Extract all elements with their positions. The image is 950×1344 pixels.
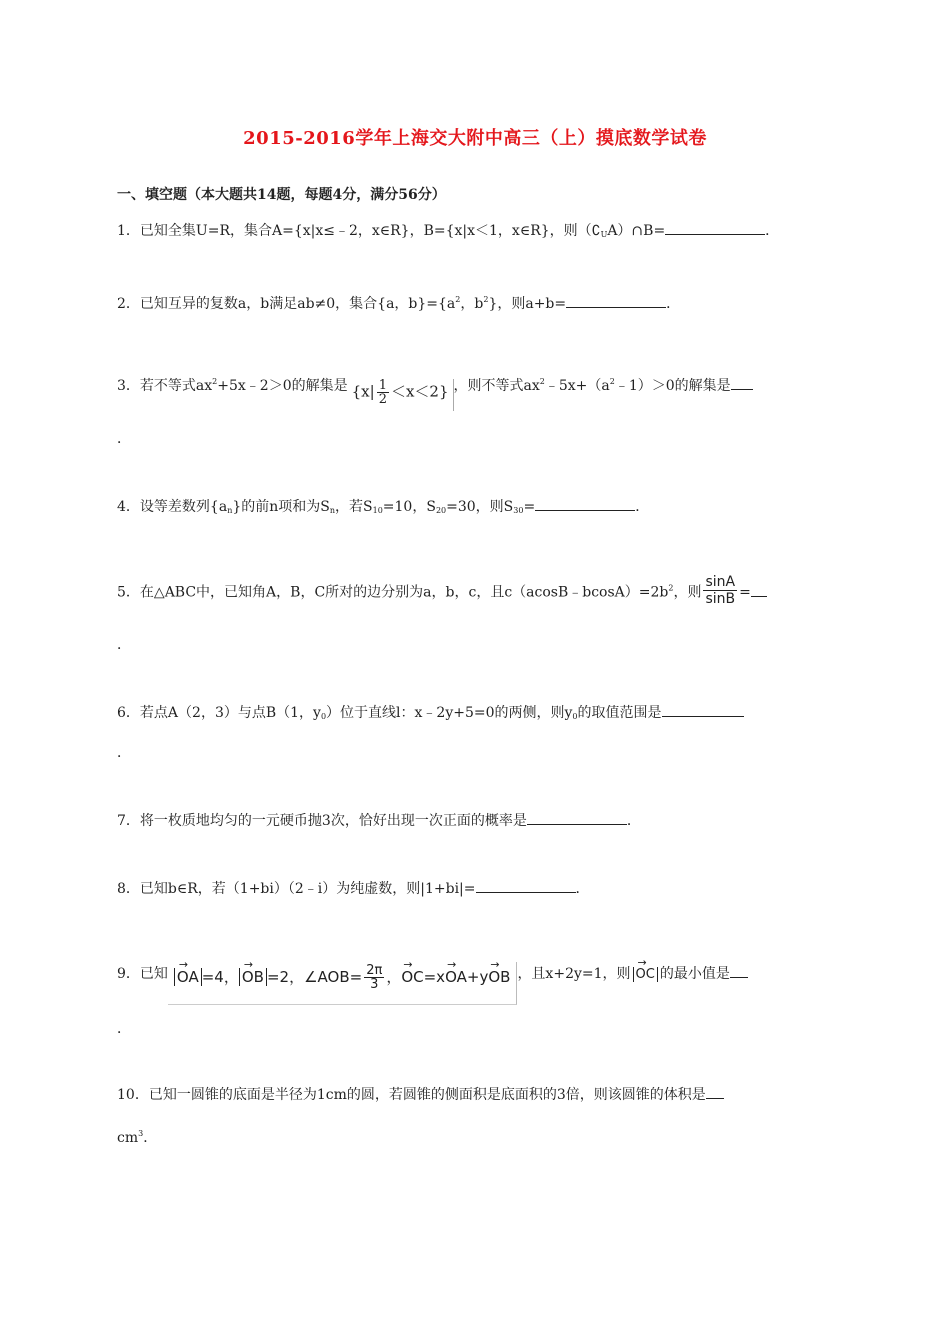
vector-oa: → OA	[177, 967, 199, 987]
question-number: 3．	[117, 378, 140, 394]
answer-blank[interactable]	[566, 293, 666, 308]
vector-oc: → OC	[401, 967, 423, 987]
question-2: 2．已知互异的复数a，b满足ab≠0，集合{a，$b\}=\{a^2$，$b^2$}，则a+b= ．	[117, 295, 681, 312]
question-4: 4．设等差数列$\{a_n\}$的前n项和为$S_n$，若$S_{10}=10$，$S_{20}=30$，则$S_{30}=$ ．	[117, 496, 649, 521]
question-number: 2．	[117, 296, 140, 312]
question-6: 6．若点A（2，3）与点B（1，$y_0$）位于直线l：x﹣2y+5=0的两侧，则$y_0$的取值范围是	[117, 702, 744, 727]
vector-condition-image: → OA =4，→ OB =2，∠AOB= $\frac{2\pi}{3}$ ，→ OC=x→ OA+y→ OB	[168, 962, 518, 1005]
answer-blank[interactable]	[535, 496, 635, 511]
fraction: $\frac{2\pi}{3}$	[366, 963, 383, 992]
question-10-unit: $cm^3$．	[117, 1129, 158, 1146]
question-number: 8．	[117, 881, 140, 897]
question-number: 10．	[117, 1087, 149, 1103]
answer-blank[interactable]	[665, 220, 765, 235]
question-9: 9．已知→ OA =4，→ OB =2，∠AOB= $\frac{2\pi}{3}$ ，→ OC=x→ OA+y→ OB ，且x+2y=1，则→ OC 的最小值是	[117, 958, 748, 1001]
question-number: 9．	[117, 966, 140, 982]
question-number: 4．	[117, 499, 140, 515]
question-number: 1．	[117, 223, 140, 239]
fraction: $\frac{1}{2}$	[378, 377, 387, 407]
question-3: 3．若不等式$ax^2+5x﹣2>0$的解集是 {x| $\frac{1}{2}$ ＜x＜2} ，则不等式$ax^2﹣5x+(a^2﹣1)>0$的解集是	[117, 372, 753, 405]
vector-oa: → OA	[445, 967, 467, 987]
answer-blank[interactable]	[730, 963, 748, 978]
question-number: 7．	[117, 813, 140, 829]
answer-blank[interactable]	[476, 878, 576, 893]
answer-blank[interactable]	[706, 1084, 724, 1099]
question-number: 5．	[117, 584, 140, 601]
fraction: $\frac{\sin A}{\sin B}$	[705, 574, 736, 607]
question-10: 10．已知一圆锥的底面是半径为1cm的圆，若圆锥的侧面积是底面积的3倍，则该圆锥的体积是	[117, 1084, 724, 1105]
vector-oc: → OC	[636, 965, 655, 985]
section-heading: 一、填空题（本大题共14题，每题4分，满分56分）	[117, 187, 446, 203]
vector-ob: → OB	[242, 967, 264, 987]
answer-blank[interactable]	[527, 810, 627, 825]
answer-blank[interactable]	[731, 375, 753, 390]
question-5: 5．在△ABC中，已知角A，B，C所对的边分别为a，b，c，且$c(acosB﹣bcosA)=2b^2$，则 $\frac{\sin A}{\sin B}$ =	[117, 576, 767, 609]
question-1: 1．已知全集U=R，集合A={x|x≤﹣2，x∈R}，B={x|x＜1，x∈R}，则$(∁_UA)\cap B=$ ．	[117, 220, 779, 245]
answer-blank[interactable]	[751, 582, 767, 597]
answer-blank[interactable]	[662, 702, 744, 717]
solution-set-image: {x| $\frac{1}{2}$ ＜x＜2}	[348, 379, 454, 411]
question-7: 7．将一枚质地均匀的一元硬币抛3次，恰好出现一次正面的概率是 ．	[117, 810, 641, 831]
page-title: 2015-2016学年上海交大附中高三（上）摸底数学试卷	[243, 128, 707, 149]
question-number: 6．	[117, 705, 140, 721]
question-8: 8．已知b∈R，若（1+bi）（2﹣i）为纯虚数，则|1+bi|= ．	[117, 878, 590, 899]
vector-ob: → OB	[488, 967, 510, 987]
